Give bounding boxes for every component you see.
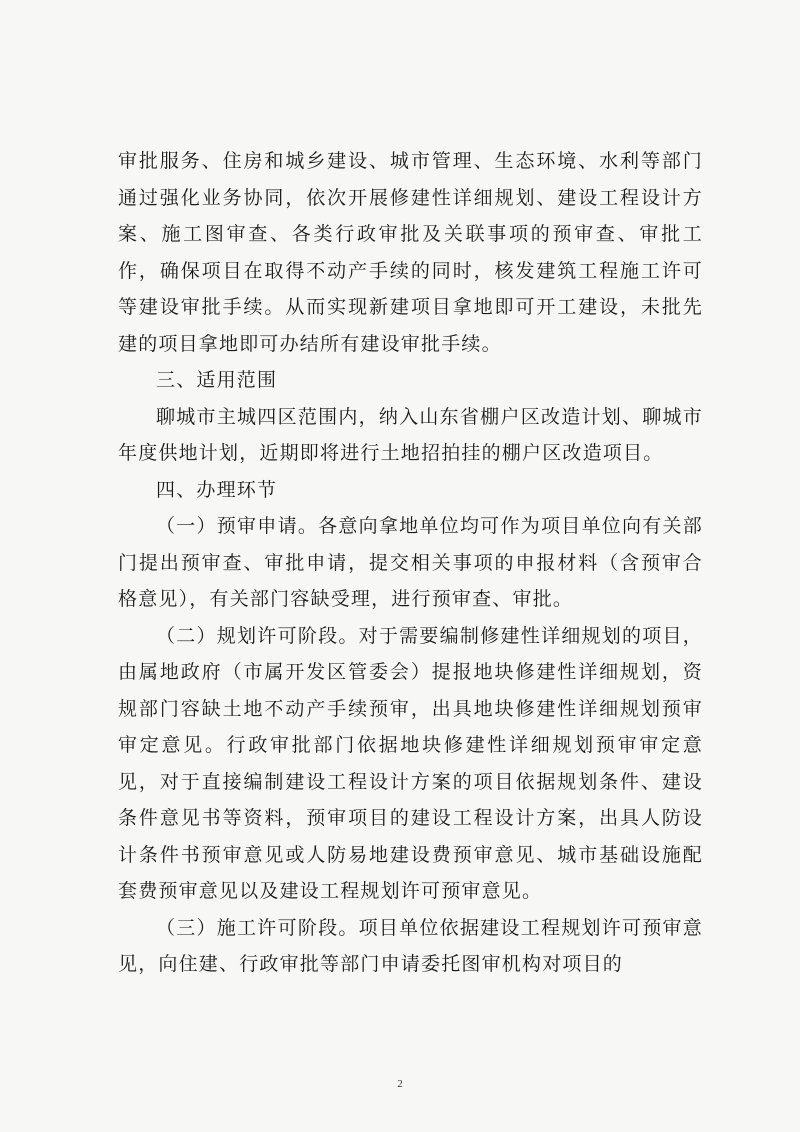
item-label-pre-review: （一）预审申请。: [156, 515, 319, 537]
item-text-pre-review: 各意向拿地单位均可作为项目单位向有关部门提出预审查、审批申请，提交相关事项的申报材料（含预审合格意见），有关部门容缺受理，进行预审查、审批。: [118, 515, 703, 610]
paragraph-planning-permit: [118, 618, 703, 910]
item-text-construction-permit: 项目单位依据建设工程规划许可预审意见，向住建、行政审批等部门申请委托图审机构对项目的: [118, 916, 703, 975]
page-number: 2: [397, 1078, 403, 1090]
document-body: [118, 143, 703, 983]
item-label-planning-permit: （二）规划许可阶段。: [156, 624, 359, 647]
paragraph-pre-review: [118, 508, 703, 618]
section-heading-scope: 三、适用范围: [156, 369, 278, 391]
section-heading-process: 四、办理环节: [156, 478, 278, 501]
item-text-planning-permit: 对于需要编制修建性详细规划的项目，由属地政府（市属开发区管委会）提报地块修建性详细规划，资规部门容缺土地不动产手续预审，出具地块修建性详细规划预审审定意见。行政审批部门依据地块修建性详细规划预审审定意见，对于直接编制建设工程设计方案的项目依据规划条件、建设条件意见书等资料，预审项目的建设工程设计方案，出具人防设计条件书预审意见或人防易地建设费预审意见、城市基础设施配套费预审意见以及建设工程规划许可预审意见。: [118, 624, 703, 902]
paragraph-continued: 审批服务、住房和城乡建设、城市管理、生态环境、水利等部门通过强化业务协同，依次开展修建性详细规划、建设工程设计方案、施工图审查、各类行政审批及关联事项的预审查、审批工作，确保项目在取得不动产手续的同时，核发建筑工程施工许可等建设审批手续。从而实现新建项目拿地即可开工建设，未批先建的项目拿地即可办结所有建设审批手续。: [118, 150, 703, 355]
paragraph-construction-permit: [118, 910, 703, 983]
paragraph-scope: 聊城市主城四区范围内，纳入山东省棚户区改造计划、聊城市年度供地计划，近期即将进行土地招拍挂的棚户区改造项目。: [118, 405, 703, 464]
item-label-construction-permit: （三）施工许可阶段。: [156, 916, 359, 939]
